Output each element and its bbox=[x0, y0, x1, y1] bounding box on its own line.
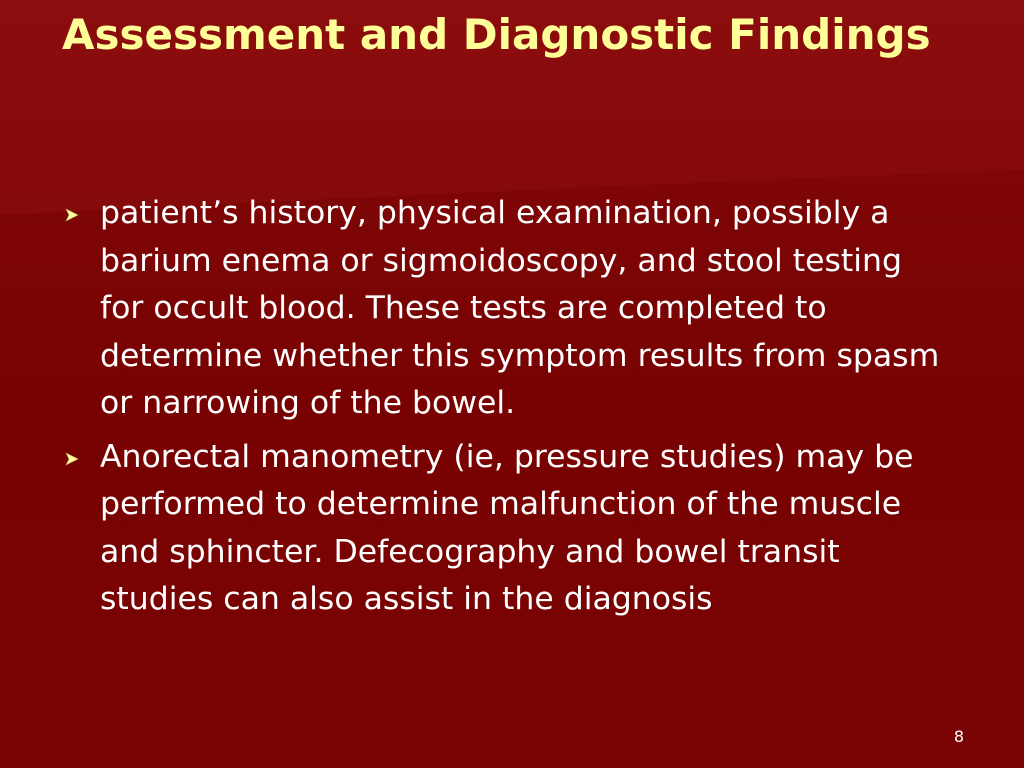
bullet-item bbox=[62, 434, 952, 624]
arrowhead-bullet-icon bbox=[64, 434, 86, 482]
bullet-text: Anorectal manometry (ie, pressure studies) may be performed to determine malfunction of the muscle and sphincter. Defecography and bowel transit studies can also assist in the diagnosis bbox=[100, 438, 914, 617]
bullet-item bbox=[62, 190, 952, 428]
bullet-list bbox=[62, 190, 952, 630]
page-number: 8 bbox=[953, 727, 964, 746]
bullet-text: patient’s history, physical examination, possibly a barium enema or sigmoidoscopy, and stool testing for occult blood. These tests are completed to determine whether this symptom results from spasm or narrowing of the bowel. bbox=[100, 195, 940, 421]
slide-title: Assessment and Diagnostic Findings bbox=[62, 10, 931, 59]
arrowhead-bullet-icon bbox=[64, 190, 86, 238]
